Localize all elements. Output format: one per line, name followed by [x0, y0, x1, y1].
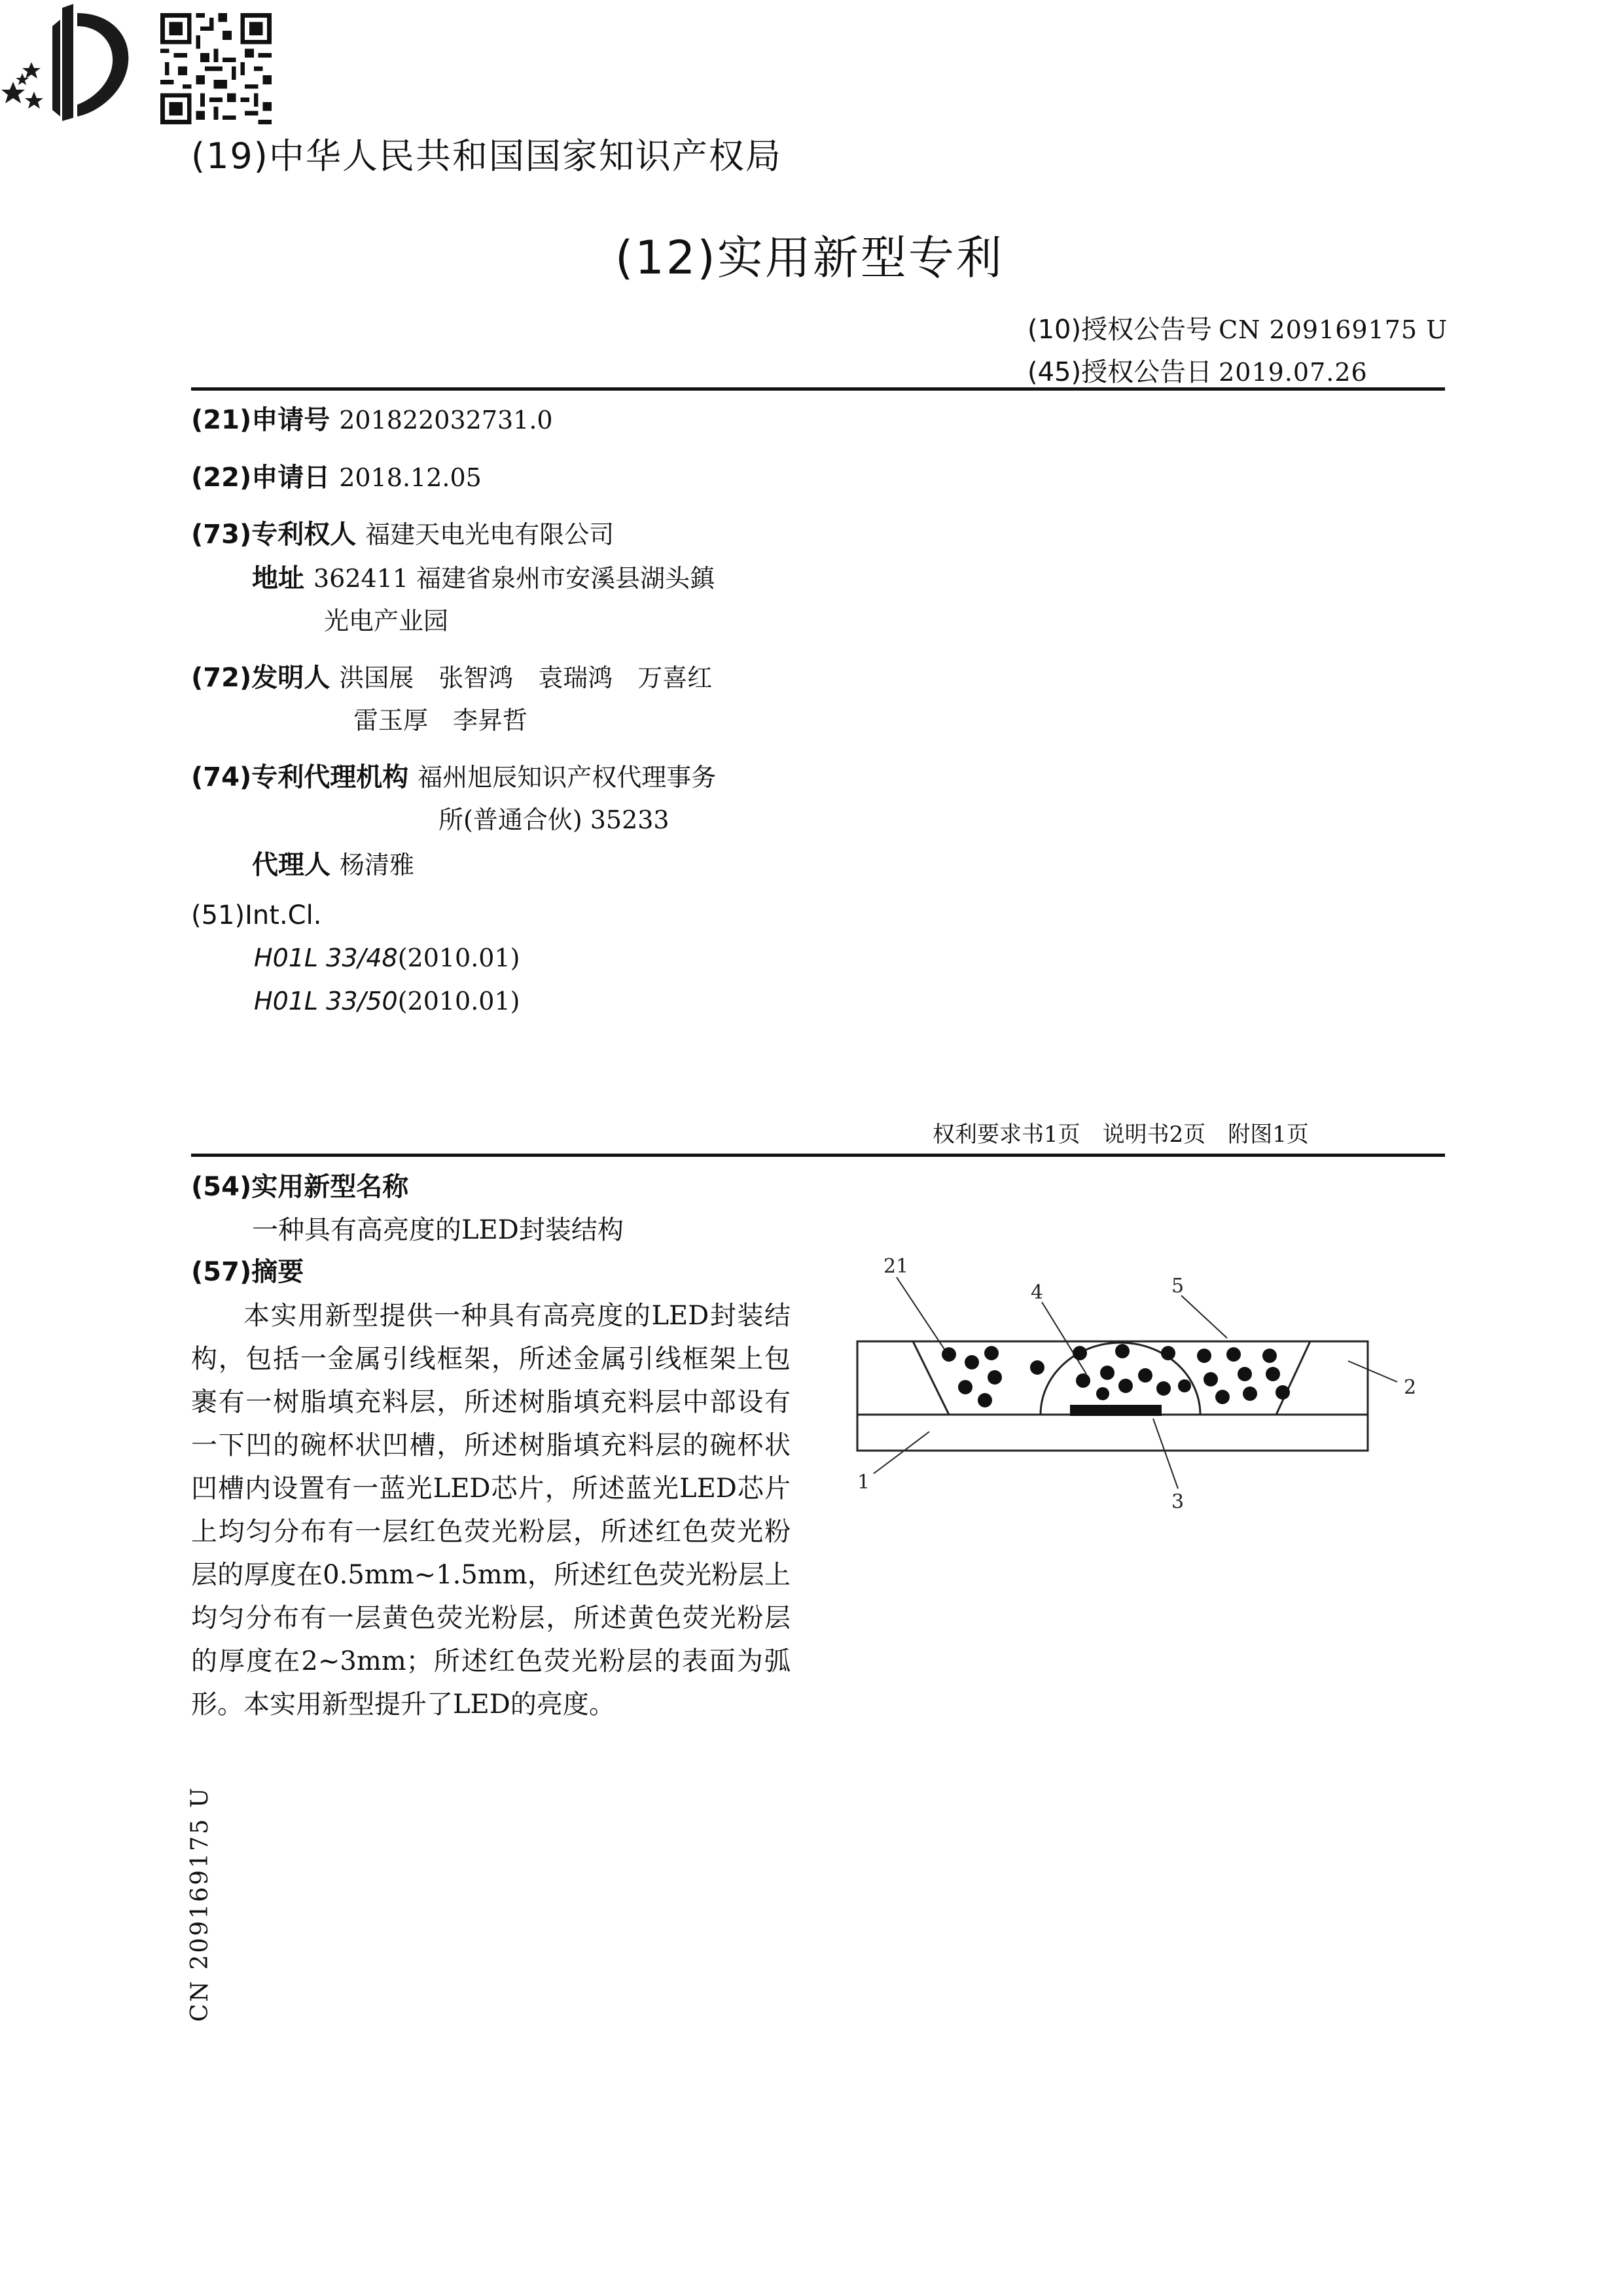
lead-frame-outline	[857, 1415, 1368, 1451]
application-number: 201822032731.0	[339, 406, 553, 434]
agency-label: (74)专利代理机构	[191, 762, 409, 792]
phosphor-particle	[1266, 1367, 1280, 1381]
cnipa-logo	[0, 0, 157, 124]
phosphor-particle	[1178, 1379, 1191, 1392]
abstract-label: (57)摘要	[191, 1257, 304, 1287]
leader-21	[897, 1277, 946, 1351]
publication-date-row	[1027, 351, 1368, 389]
phosphor-particles	[942, 1344, 1290, 1407]
label-3: 3	[1171, 1491, 1185, 1513]
star-icon	[25, 92, 43, 109]
phosphor-particle	[978, 1393, 992, 1407]
header-divider	[191, 387, 1445, 391]
label-1: 1	[857, 1471, 870, 1494]
phosphor-particle	[958, 1380, 972, 1394]
application-date-label: (22)申请日	[191, 463, 330, 493]
phosphor-particle	[984, 1346, 999, 1360]
ipc-version: (2010.01)	[397, 987, 520, 1016]
int-cl-label: (51)Int.Cl.	[191, 900, 322, 930]
star-icon	[22, 62, 41, 79]
address-line-1: 362411 福建省泉州市安溪县湖头鎮	[313, 564, 715, 593]
section-divider	[191, 1154, 1445, 1157]
logo-shape	[77, 13, 128, 116]
publication-number-row	[1027, 309, 1448, 346]
phosphor-particle	[1197, 1349, 1211, 1363]
phosphor-particle	[1115, 1344, 1130, 1358]
publication-date-label: (45)授权公告日	[1027, 357, 1213, 387]
phosphor-particle	[1156, 1381, 1171, 1396]
leader-5	[1181, 1296, 1227, 1338]
phosphor-particle	[1030, 1360, 1044, 1375]
title-label-row	[191, 1166, 408, 1203]
ipc-code: H01L 33/48	[254, 944, 398, 972]
address-row	[252, 557, 715, 595]
ipc-entry	[254, 944, 520, 972]
inventors-line-1: 洪国展 张智鸿 袁瑞鸿 万喜红	[339, 663, 713, 692]
inventors-line-2: 雷玉厚 李昇哲	[353, 706, 528, 735]
side-publication-code: CN 209169175 U	[187, 1786, 213, 2022]
ipc-code: H01L 33/50	[254, 987, 398, 1016]
leader-1	[874, 1432, 929, 1474]
phosphor-particle	[1096, 1387, 1109, 1400]
document-type: (12)实用新型专利	[615, 231, 1004, 285]
publication-number: CN 209169175 U	[1219, 315, 1448, 344]
patentee-row	[191, 514, 614, 551]
led-package-figure	[844, 1237, 1459, 1525]
phosphor-particle	[1226, 1347, 1241, 1362]
agency-row	[191, 756, 716, 794]
patentee-label: (73)专利权人	[191, 520, 357, 550]
qr-code	[160, 13, 272, 124]
application-number-row	[191, 399, 553, 436]
phosphor-particle	[1100, 1366, 1115, 1380]
phosphor-particle	[988, 1370, 1002, 1385]
int-cl-row	[191, 900, 321, 930]
phosphor-particle	[1243, 1386, 1257, 1401]
phosphor-particle	[1215, 1390, 1230, 1404]
label-21: 21	[883, 1255, 909, 1278]
star-icon	[1, 82, 25, 103]
agent: 杨清雅	[340, 851, 415, 879]
blue-led-chip	[1070, 1405, 1162, 1416]
address-line-2: 光电产业园	[324, 607, 449, 635]
application-date: 2018.12.05	[339, 463, 482, 492]
label-5: 5	[1171, 1275, 1185, 1298]
application-date-row	[191, 457, 482, 494]
logo-shape	[62, 4, 73, 121]
office-name: (19)中华人民共和国国家知识产权局	[191, 135, 782, 177]
phosphor-particle	[1238, 1367, 1252, 1381]
agent-label: 代理人	[252, 850, 330, 880]
abstract-text: 本实用新型提供一种具有高亮度的LED封装结构，包括一金属引线框架，所述金属引线框架上包裹有一树脂填充料层，所述树脂填充料层中部设有一下凹的碗杯状凹槽，所述树脂填充料层的碗杯状凹槽内设置有一蓝光LED芯片，所述蓝光LED芯片上均匀分布有一层红色荧光粉层，所述红色荧光粉层的厚度在0.5mm~1.5mm，所述红色荧光粉层上均匀分布有一层黄色荧光粉层，所述黄色荧光粉层的厚度在2~3mm；所述红色荧光粉层的表面为弧形。本实用新型提升了LED的亮度。	[191, 1301, 791, 1720]
utility-model-title: 一种具有高亮度的LED封装结构	[252, 1215, 624, 1245]
inventors-row	[191, 657, 712, 694]
phosphor-particle	[965, 1355, 979, 1369]
publication-date: 2019.07.26	[1219, 358, 1368, 387]
label-2: 2	[1404, 1376, 1417, 1399]
title-label: (54)实用新型名称	[191, 1172, 409, 1202]
phosphor-particle	[1262, 1349, 1277, 1363]
leader-2	[1348, 1361, 1397, 1382]
phosphor-particle	[1138, 1368, 1152, 1383]
leader-3	[1153, 1419, 1178, 1489]
phosphor-particle	[1073, 1346, 1087, 1360]
phosphor-particle	[1204, 1372, 1218, 1386]
logo-shape	[52, 20, 60, 116]
ipc-version: (2010.01)	[397, 944, 520, 972]
phosphor-particle	[1161, 1346, 1175, 1360]
phosphor-particle	[1118, 1379, 1133, 1393]
phosphor-particle	[942, 1347, 956, 1362]
pages-info: 权利要求书1页 说明书2页 附图1页	[933, 1122, 1309, 1148]
application-number-label: (21)申请号	[191, 405, 330, 435]
address-label: 地址	[252, 563, 304, 593]
phosphor-particle	[1275, 1385, 1290, 1400]
agency-line-1: 福州旭辰知识产权代理事务	[418, 763, 717, 792]
publication-number-label: (10)授权公告号	[1027, 315, 1213, 345]
agency-line-2: 所(普通合伙) 35233	[438, 805, 669, 834]
ipc-entry	[254, 987, 520, 1016]
label-4: 4	[1031, 1281, 1044, 1304]
abstract-label-row	[191, 1251, 304, 1288]
phosphor-particle	[1076, 1373, 1090, 1388]
patentee: 福建天电光电有限公司	[365, 520, 615, 549]
cup-wall-right	[1276, 1341, 1310, 1415]
inventors-label: (72)发明人	[191, 663, 330, 693]
resin-layer-outline	[857, 1341, 1368, 1415]
agent-row	[252, 844, 414, 881]
